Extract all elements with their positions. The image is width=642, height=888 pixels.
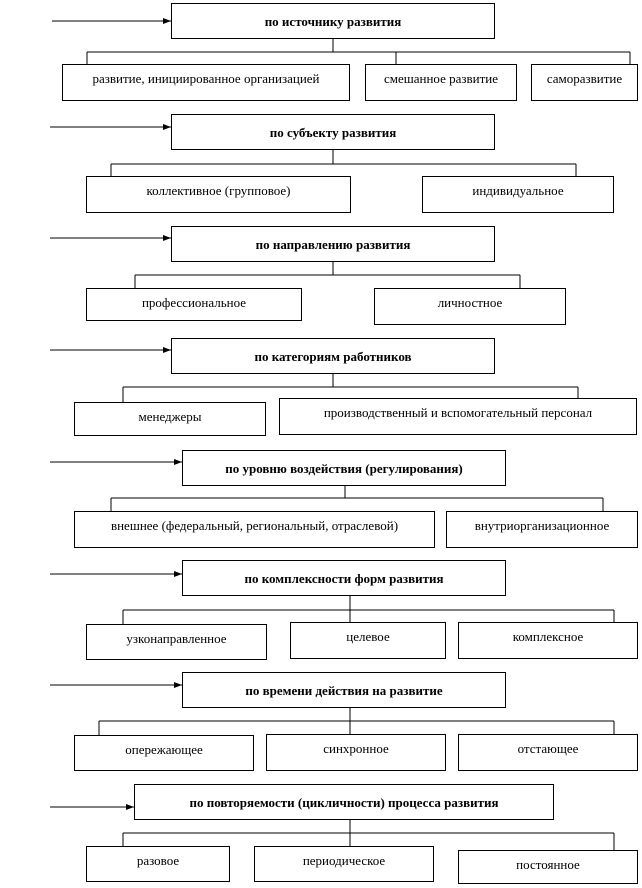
- leaf-box-periodic: периодическое: [254, 846, 434, 882]
- heading-box-timing: по времени действия на развитие: [182, 672, 506, 708]
- heading-box-subject: по субъекту развития: [171, 114, 495, 150]
- heading-box-source: по источнику развития: [171, 3, 495, 39]
- leaf-box-production-staff: производственный и вспомогательный персонал: [279, 398, 637, 435]
- leaf-box-self-development: саморазвитие: [531, 64, 638, 101]
- leaf-box-professional: профессиональное: [86, 288, 302, 321]
- leaf-box-narrow: узконаправленное: [86, 624, 267, 660]
- leaf-box-org-initiated: развитие, инициированное организацией: [62, 64, 350, 101]
- leaf-box-anticipatory: опережающее: [74, 735, 254, 771]
- leaf-box-permanent: постоянное: [458, 850, 638, 884]
- leaf-box-mixed: смешанное развитие: [365, 64, 517, 101]
- leaf-box-collective: коллективное (групповое): [86, 176, 351, 213]
- heading-box-repeatability: по повторяемости (цикличности) процесса развития: [134, 784, 554, 820]
- leaf-box-individual: индивидуальное: [422, 176, 614, 213]
- leaf-box-comprehensive: комплексное: [458, 622, 638, 659]
- leaf-box-personal: личностное: [374, 288, 566, 325]
- heading-box-impact-level: по уровню воздействия (регулирования): [182, 450, 506, 486]
- leaf-box-intra-organizational: внутриорганизационное: [446, 511, 638, 548]
- heading-box-direction: по направлению развития: [171, 226, 495, 262]
- leaf-box-external: внешнее (федеральный, региональный, отраслевой): [74, 511, 435, 548]
- leaf-box-targeted: целевое: [290, 622, 446, 659]
- heading-box-employee-categories: по категориям работников: [171, 338, 495, 374]
- leaf-box-one-time: разовое: [86, 846, 230, 882]
- leaf-box-synchronous: синхронное: [266, 734, 446, 771]
- leaf-box-lagging: отстающее: [458, 734, 638, 771]
- heading-box-complexity: по комплексности форм развития: [182, 560, 506, 596]
- leaf-box-managers: менеджеры: [74, 402, 266, 436]
